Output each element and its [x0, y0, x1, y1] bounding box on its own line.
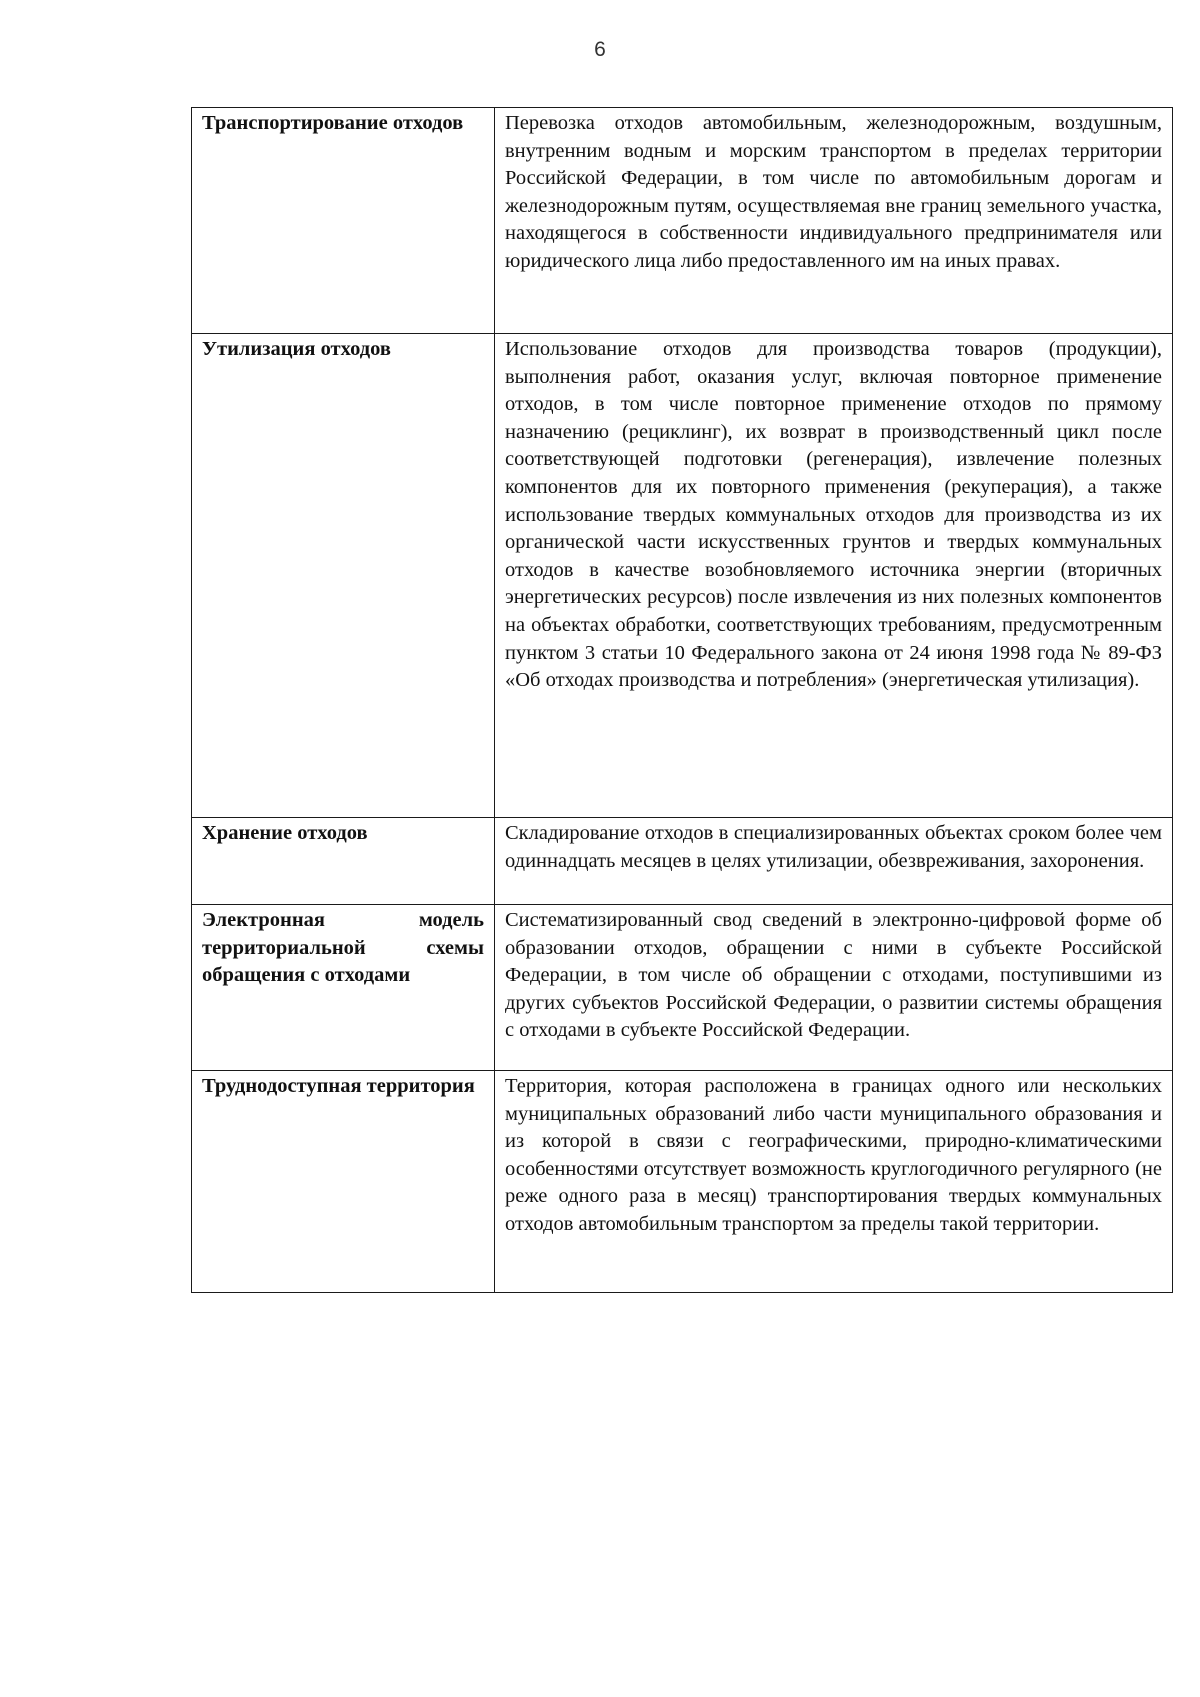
table-row [192, 905, 1173, 1071]
term-cell: Хранение отходов [192, 818, 495, 905]
term-cell: Электронная модель территориальной схемы обращения с отходами [192, 905, 495, 1071]
term-cell: Труднодоступная территория [192, 1071, 495, 1293]
definition-cell: Территория, которая расположена в границах одного или нескольких муниципальных образований либо части муниципального образования и из которой в связи с географическими, природно-климатическими особенностями отсутствует возможность круглогодичного регулярного (не реже одного раза в месяц) транспортирования твердых коммунальных отходов автомобильным транспортом за пределы такой территории. [495, 1071, 1173, 1293]
term-cell: Утилизация отходов [192, 334, 495, 818]
definitions-table [191, 107, 1173, 1293]
definition-cell: Систематизированный свод сведений в электронно-цифровой форме об образовании отходов, обращении с ними в субъекте Российской Федерации, в том числе об обращении с отходами, поступившими из других субъектов Российской Федерации, о развитии системы обращения с отходами в субъекте Российской Федерации. [495, 905, 1173, 1071]
table-row [192, 334, 1173, 818]
table-row [192, 108, 1173, 334]
table-row [192, 1071, 1173, 1293]
definition-cell: Использование отходов для производства товаров (продукции), выполнения работ, оказания услуг, включая повторное применение отходов, в том числе повторное применение отходов по прямому назначению (рециклинг), их возврат в производственный цикл после соответствующей подготовки (регенерация), извлечение полезных компонентов для их повторного применения (рекуперация), а также использование твердых коммунальных отходов для производства из их органической части искусственных грунтов и твердых коммунальных отходов в качестве возобновляемого источника энергии (вторичных энергетических ресурсов) после извлечения из них полезных компонентов на объектах обработки, соответствующих требованиям, предусмотренным пунктом 3 статьи 10 Федерального закона от 24 июня 1998 года № 89-ФЗ «Об отходах производства и потребления» (энергетическая утилизация). [495, 334, 1173, 818]
table-row [192, 818, 1173, 905]
page-number: 6 [594, 38, 606, 61]
term-cell: Транспортирование отходов [192, 108, 495, 334]
definition-cell: Складирование отходов в специализированных объектах сроком более чем одиннадцать месяцев в целях утилизации, обезвреживания, захоронения. [495, 818, 1173, 905]
definition-cell: Перевозка отходов автомобильным, железнодорожным, воздушным, внутренним водным и морским транспортом в пределах территории Российской Федерации, в том числе по автомобильным дорогам и железнодорожным путям, осуществляемая вне границ земельного участка, находящегося в собственности индивидуального предпринимателя или юридического лица либо предоставленного им на иных правах. [495, 108, 1173, 334]
